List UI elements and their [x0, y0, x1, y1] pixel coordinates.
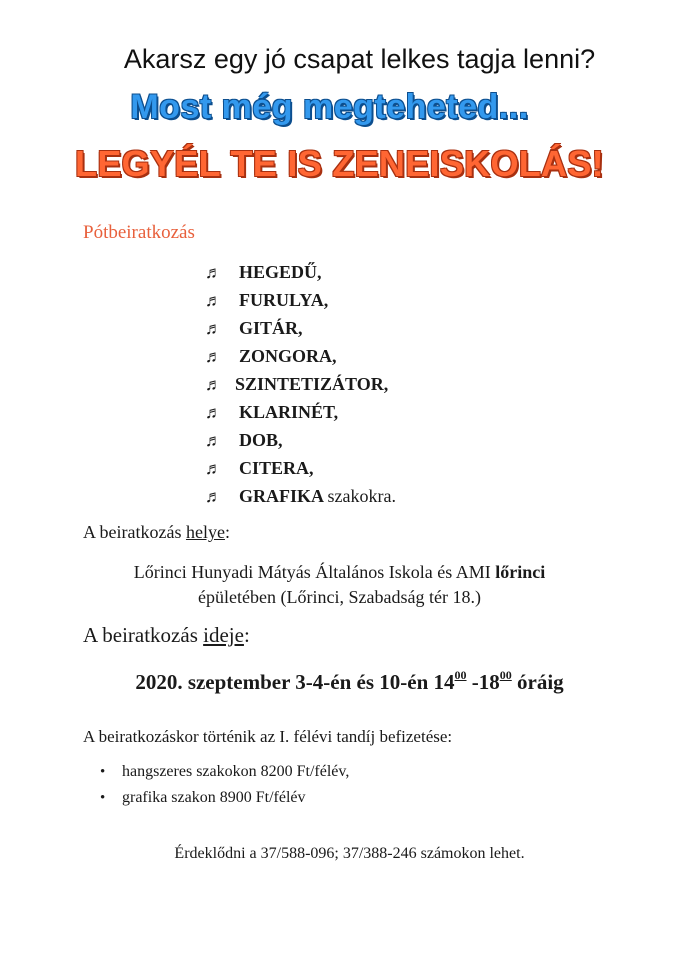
time-label: A beiratkozás ideje: [83, 623, 250, 647]
list-item: ♬ KLARINÉT, [205, 398, 396, 426]
music-note-icon: ♬ [205, 487, 222, 506]
music-note-icon: ♬ [205, 319, 222, 338]
list-item: ♬ CITERA, [205, 454, 396, 482]
headline-question: Akarsz egy jó csapat lelkes tagja lenni? [123, 44, 596, 74]
place-label: A beiratkozás helye: [83, 522, 230, 542]
place-line-2: épületében (Lőrinci, Szabadság tér 18.) [198, 587, 481, 607]
music-note-icon: ♬ [205, 291, 222, 310]
music-note-icon: ♬ [205, 403, 222, 422]
list-item: ♬ ZONGORA, [205, 342, 396, 370]
enrollment-date: 2020. szeptember 3-4-én és 10-én $14^{00}$ $-18^{00}$ óráig [135, 668, 564, 694]
place-address [0, 560, 679, 610]
subtitle-late-enrollment: Pótbeiratkozás [83, 222, 195, 243]
contact-info: Érdeklődni a 37/588-096; 37/388-246 számokon lehet. [174, 845, 525, 862]
list-item: ♬ HEGEDŰ, [205, 258, 396, 286]
headline-now: Most még megteheted... [130, 88, 529, 126]
list-item: ♬ FURULYA, [205, 286, 396, 314]
list-item: • grafika szakon 8900 Ft/félév [100, 785, 349, 811]
music-note-icon: ♬ [205, 375, 222, 394]
music-note-icon: ♬ [205, 263, 222, 282]
list-item: ♬ GRAFIKA szakokra. [205, 482, 396, 510]
list-item: ♬ DOB, [205, 426, 396, 454]
headline-main: LEGYÉL TE IS ZENEISKOLÁS! [75, 143, 604, 184]
list-item: • hangszeres szakokon 8200 Ft/félév, [100, 759, 349, 785]
music-note-icon: ♬ [205, 459, 222, 478]
place-line-1: Lőrinci Hunyadi Mátyás Általános Iskola és AMI lőrinci [133, 562, 546, 582]
music-note-icon: ♬ [205, 431, 222, 450]
bullet-icon: • [100, 790, 106, 806]
instrument-list [205, 258, 396, 510]
bullet-icon: • [100, 764, 106, 780]
list-item: ♬ GITÁR, [205, 314, 396, 342]
fee-list [100, 759, 349, 811]
instruments-suffix: szakokra. [327, 486, 396, 506]
fee-intro: A beiratkozáskor történik az I. félévi tandíj befizetése: [83, 727, 453, 746]
list-item: ♬ SZINTETIZÁTOR, [205, 370, 396, 398]
music-note-icon: ♬ [205, 347, 222, 366]
